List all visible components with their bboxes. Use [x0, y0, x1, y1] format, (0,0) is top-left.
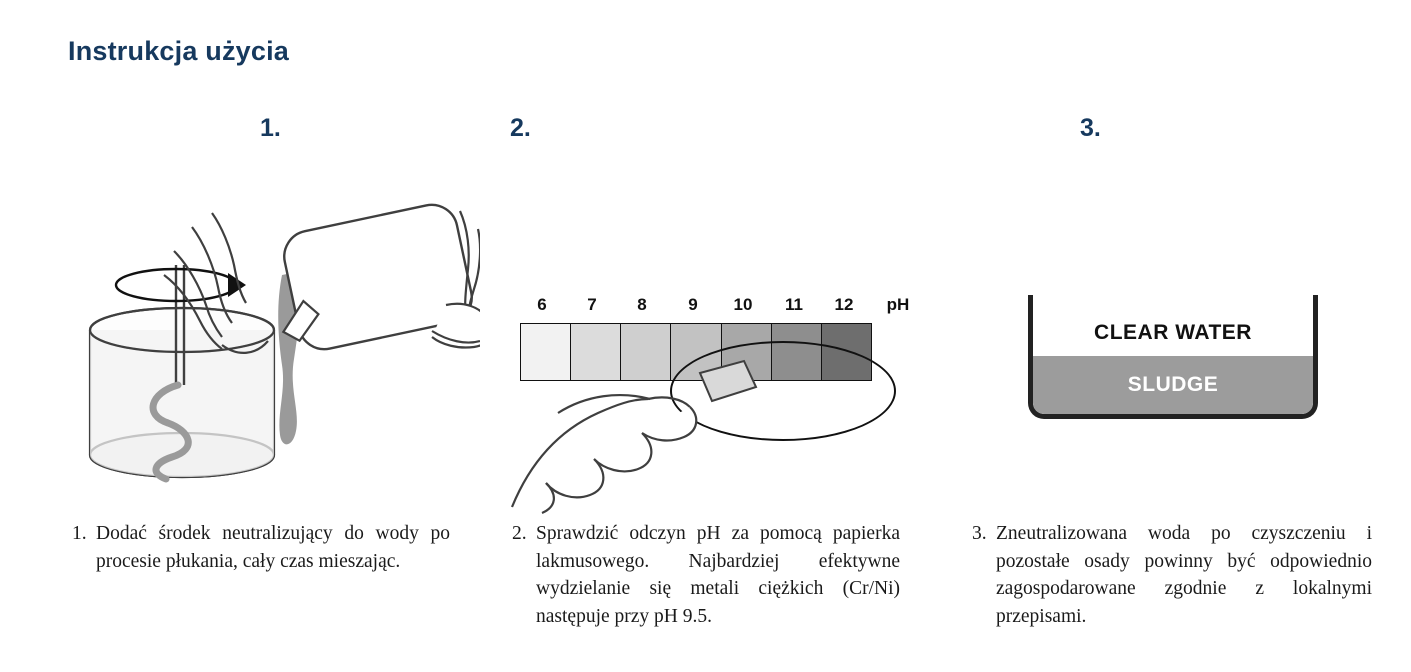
- ph-tick-6: 6: [537, 295, 547, 314]
- step-1-caption-number: 1.: [72, 523, 87, 544]
- step-2-illustration: [500, 155, 920, 515]
- tank-illustration: [1010, 295, 1350, 445]
- tank-clear-water-label: CLEAR WATER: [1094, 321, 1252, 344]
- ph-tick-11: 11: [785, 295, 803, 314]
- step-3: [960, 100, 1380, 660]
- ph-tick-8: 8: [637, 295, 647, 314]
- tank-body: [1028, 295, 1318, 419]
- tank-sludge-label: SLUDGE: [1127, 373, 1219, 396]
- ph-tick-12: 12: [834, 295, 854, 314]
- step-1-caption: [72, 520, 450, 575]
- step-2-number: 2.: [510, 114, 531, 142]
- step-2-caption: [512, 520, 900, 631]
- ph-tick-9: 9: [688, 295, 698, 314]
- tank-sludge-layer: [1033, 356, 1313, 414]
- step-1-number: 1.: [260, 114, 281, 142]
- ph-tick-7: 7: [587, 295, 597, 314]
- page-title: Instrukcja użycia: [68, 36, 289, 66]
- step-3-caption-text: Zneutralizowana woda po czyszczeniu i pozostałe osady powinny być odpowiednio zagospodarowane zgodnie z lokalnymi przepisami.: [996, 523, 1372, 628]
- step-3-caption: [972, 520, 1372, 631]
- step-2-caption-text: Sprawdzić odczyn pH za pomocą papierka lakmusowego. Najbardziej efektywne wydzielanie się metali ciężkich (Cr/Ni) następuje przy pH 9.5.: [536, 523, 900, 628]
- step-3-caption-number: 3.: [972, 523, 987, 544]
- step-2-caption-number: 2.: [512, 523, 527, 544]
- tank-clear-water-layer: [1033, 305, 1313, 361]
- step-1-caption-text: Dodać środek neutralizujący do wody po procesie płukania, cały czas mieszając.: [96, 523, 450, 572]
- step-1-illustration: [60, 155, 480, 515]
- ph-unit-label: pH: [886, 295, 910, 314]
- ph-tick-10: 10: [733, 295, 753, 314]
- steps-container: [0, 100, 1411, 660]
- step-2: [500, 100, 920, 660]
- step-3-number: 3.: [1080, 114, 1101, 142]
- step-3-illustration: [960, 155, 1380, 515]
- step-1: [60, 100, 480, 660]
